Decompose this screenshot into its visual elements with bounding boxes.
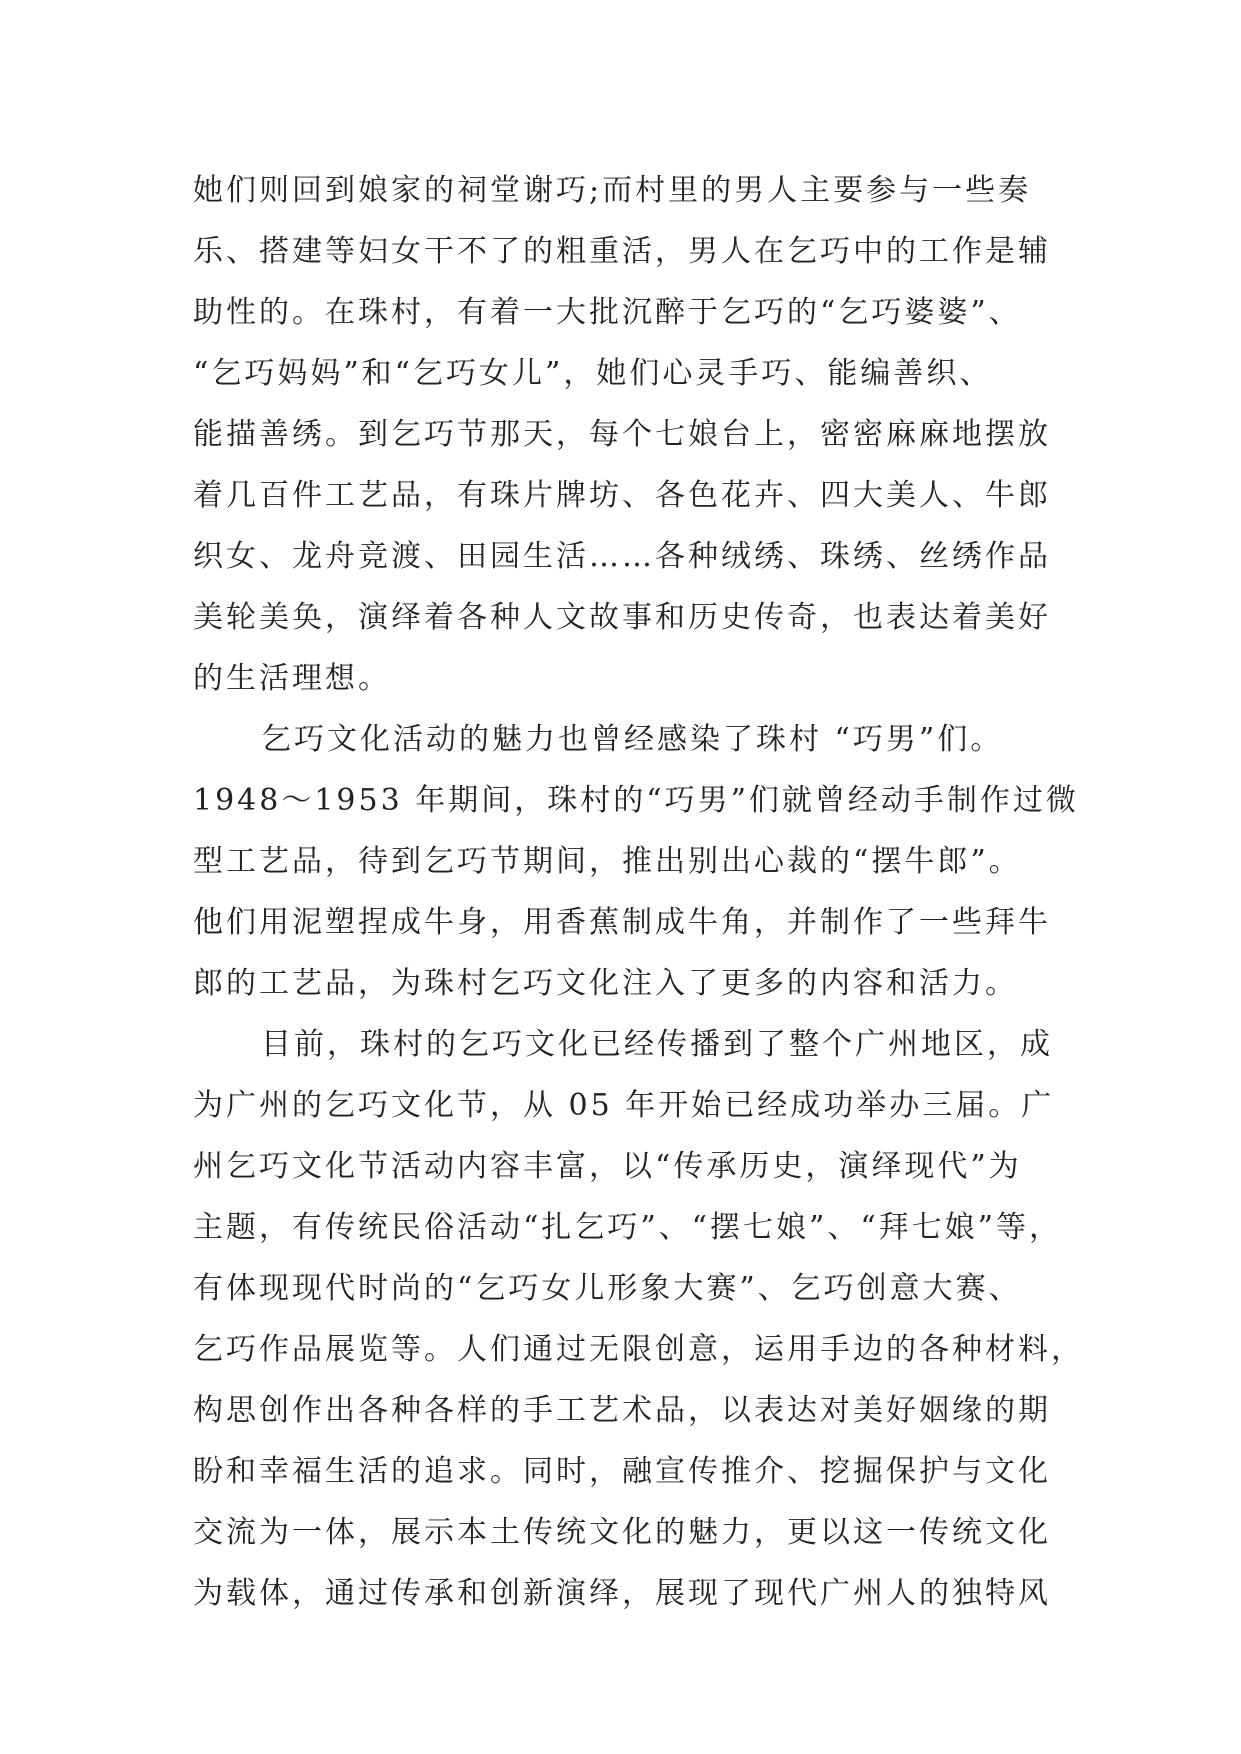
text-line: 郎的工艺品，为珠村乞巧文化注入了更多的内容和活力。 [193, 966, 1018, 1001]
text-line: 主题，有传统民俗活动“扎乞巧”、“摆七娘”、“拜七娘”等， [193, 1210, 1063, 1245]
text-line: 为载体，通过传承和创新演绎，展现了现代广州人的独特风 [193, 1576, 1051, 1611]
text-line: 有体现现代时尚的“乞巧女儿形象大赛”、乞巧创意大赛、 [193, 1271, 1022, 1306]
paragraph-start-line: 乞巧文化活动的魅力也曾经感染了珠村 “巧男”们。 [261, 722, 1004, 757]
text-line: 助性的。在珠村，有着一大批沉醉于乞巧的“乞巧婆婆”、 [193, 295, 1022, 330]
text-line: 的生活理想。 [193, 661, 391, 696]
body-text [193, 160, 1084, 1624]
text-line: 他们用泥塑捏成牛身，用香蕉制成牛角，并制作了一些拜牛 [193, 905, 1051, 940]
text-line: 织女、龙舟竞渡、田园生活……各种绒绣、珠绣、丝绣作品 [193, 539, 1051, 574]
text-line: “乞巧妈妈”和“乞巧女儿”，她们心灵手巧、能编善织、 [193, 356, 993, 391]
text-line: 型工艺品，待到乞巧节期间，推出别出心裁的“摆牛郎”。 [193, 844, 1022, 879]
text-line: 为广州的乞巧文化节，从 05 年开始已经成功举办三届。广 [193, 1088, 1055, 1123]
text-line: 美轮美奂，演绎着各种人文故事和历史传奇，也表达着美好 [193, 600, 1051, 635]
text-line: 州乞巧文化节活动内容丰富，以“传承历史，演绎现代”为 [193, 1149, 1022, 1184]
text-line: 乐、搭建等妇女干不了的粗重活，男人在乞巧中的工作是辅 [193, 234, 1051, 269]
paragraph-start-line: 目前，珠村的乞巧文化已经传播到了整个广州地区，成 [261, 1027, 1053, 1062]
text-line: 着几百件工艺品，有珠片牌坊、各色花卉、四大美人、牛郎 [193, 478, 1051, 513]
text-line: 她们则回到娘家的祠堂谢巧;而村里的男人主要参与一些奏 [193, 173, 1032, 208]
text-line: 盼和幸福生活的追求。同时，融宣传推介、挖掘保护与文化 [193, 1454, 1051, 1489]
text-line: 1948～1953 年期间，珠村的“巧男”们就曾经动手制作过微 [193, 783, 1079, 818]
text-line: 能描善绣。到乞巧节那天，每个七娘台上，密密麻麻地摆放 [193, 417, 1051, 452]
text-line: 乞巧作品展览等。人们通过无限创意，运用手边的各种材料， [193, 1332, 1084, 1367]
text-line: 交流为一体，展示本土传统文化的魅力，更以这一传统文化 [193, 1515, 1051, 1550]
text-line: 构思创作出各种各样的手工艺术品，以表达对美好姻缘的期 [193, 1393, 1051, 1428]
